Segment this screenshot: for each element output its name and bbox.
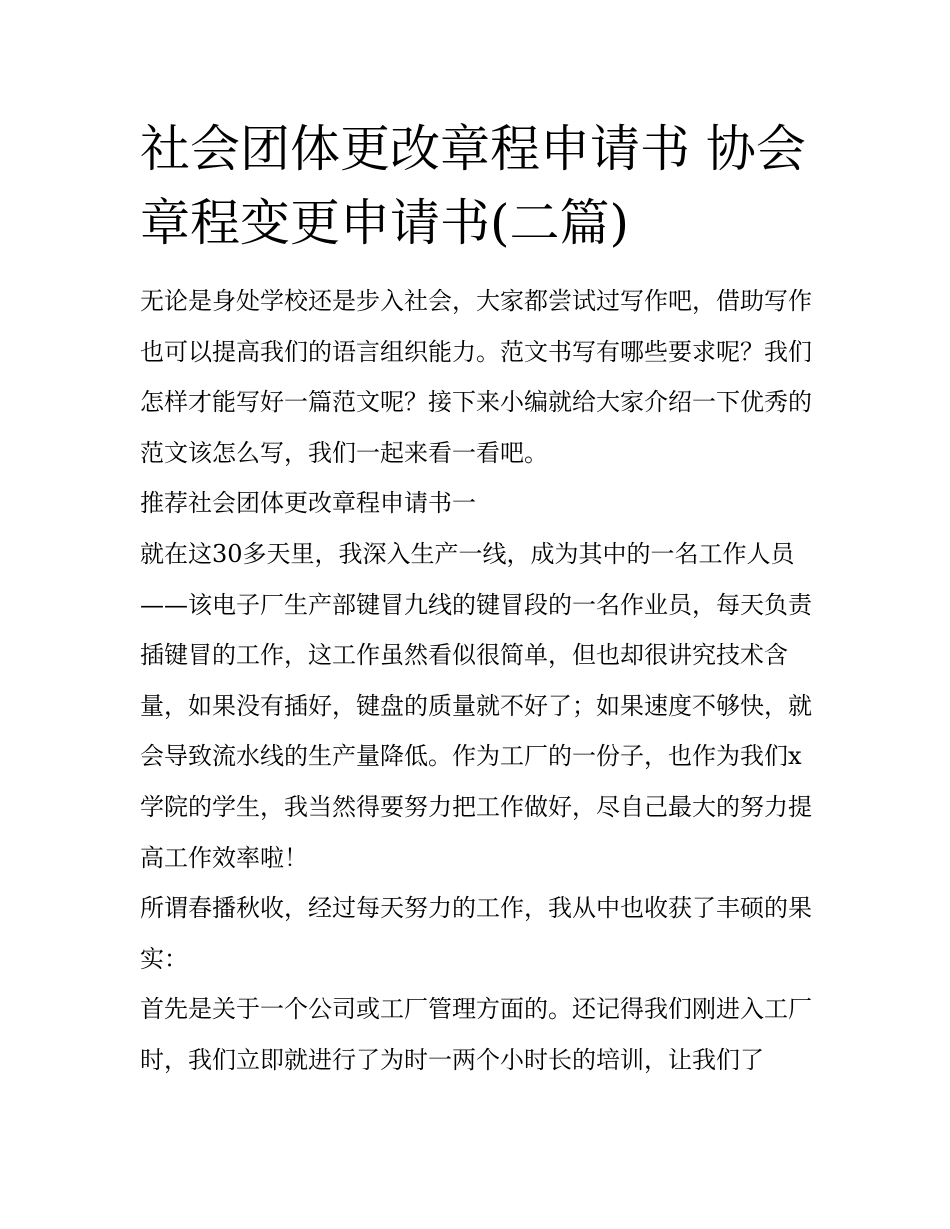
paragraph-harvest: 所谓春播秋收，经过每天努力的工作，我从中也收获了丰硕的果实： (140, 894, 812, 973)
section-heading: 推荐社会团体更改章程申请书一 (140, 489, 476, 518)
paragraph-management: 首先是关于一个公司或工厂管理方面的。还记得我们刚进入工厂时，我们立即就进行了为时一两个小时长的培训，让我们了 (140, 995, 812, 1074)
document-body (140, 276, 820, 1086)
document-title: 社会团体更改章程申请书 协会章程变更申请书(二篇) (140, 120, 806, 252)
paragraph-work: 就在这30多天里，我深入生产一线，成为其中的一名工作人员——该电子厂生产部键冒九线的键冒段的一名作业员，每天负责插键冒的工作，这工作虽然看似很简单，但也却很讲究技术含量，如果没有插好，键盘的质量就不好了；如果速度不够快，就会导致流水线的生产量降低。作为工厂的一份子，也作为我们x学院的学生，我当然得要努力把工作做好，尽自己最大的努力提高工作效率啦！ (140, 539, 812, 872)
paragraph-intro: 无论是身处学校还是步入社会，大家都尝试过写作吧，借助写作也可以提高我们的语言组织能力。范文书写有哪些要求呢？我们怎样才能写好一篇范文呢？接下来小编就给大家介绍一下优秀的范文该怎么写，我们一起来看一看吧。 (140, 287, 812, 467)
